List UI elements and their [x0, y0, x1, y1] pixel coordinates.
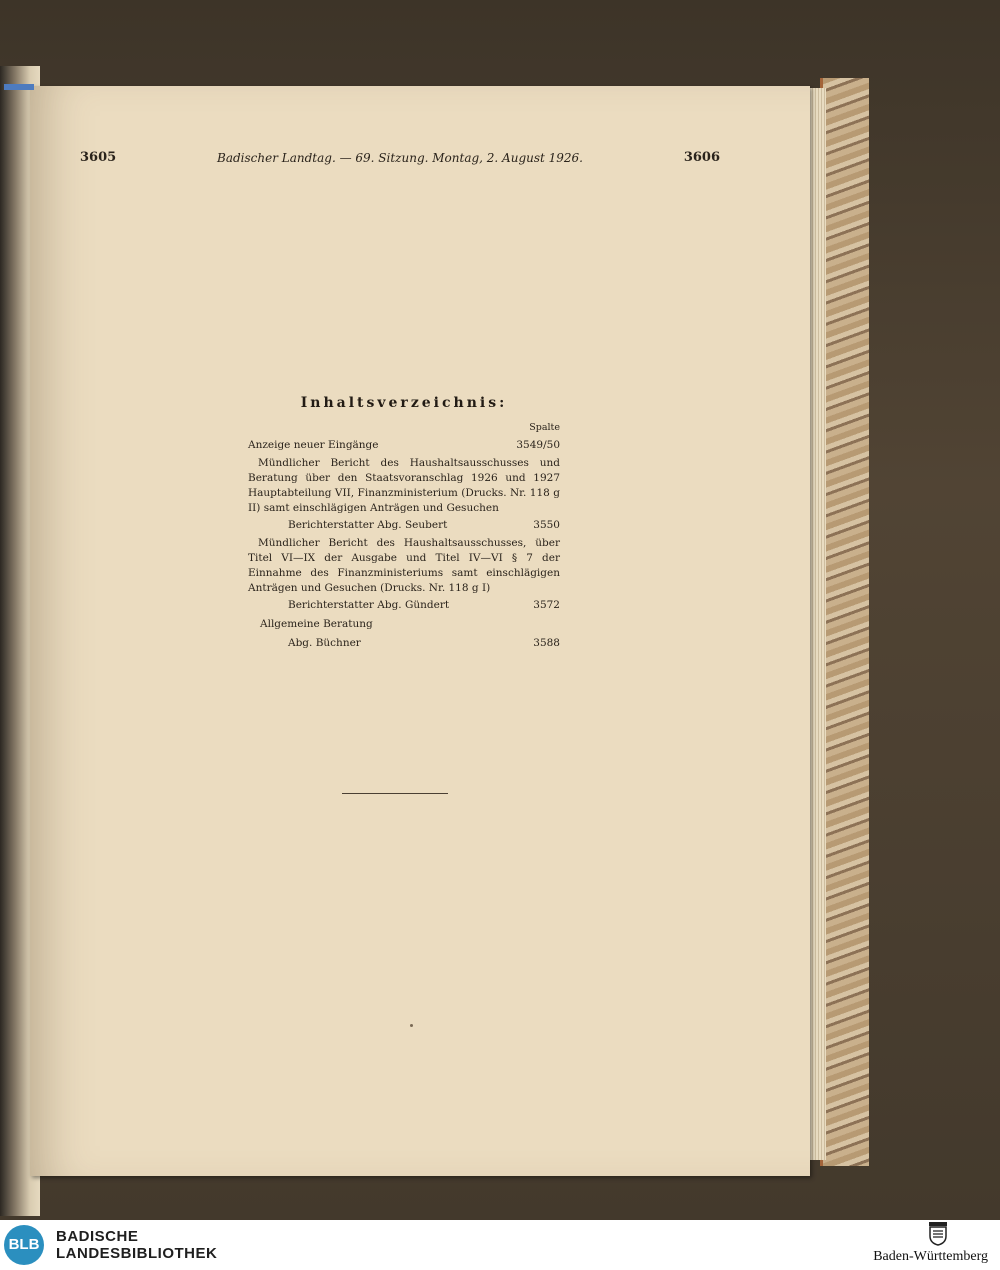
ink-speck — [410, 1024, 413, 1027]
toc-entry-text: Allgemeine Beratung — [260, 618, 373, 630]
institution-name[interactable] — [56, 1228, 217, 1262]
page-number-right: 3606 — [683, 150, 720, 165]
running-title: Badischer Landtag. — 69. Sitzung. Montag, 2. August 1926. — [217, 151, 583, 165]
toc-entry-page: 3588 — [533, 637, 560, 649]
toc-entry-text: Mündlicher Bericht des Haushaltsausschusses und Beratung über den Staatsvoranschlag 1926 und 1927 Hauptabteilung VII, Finanzministerium (Drucks. Nr. 118 g II) samt einschlägigen Anträgen und Gesuchen — [248, 457, 560, 514]
toc-entry-text: Mündlicher Bericht des Haushaltsausschusses, über Titel VI—IX der Ausgabe und Titel IV—VI § 7 der Einnahme des Finanzministeriums samt einschlägigen Anträgen und Gesuchen (Drucks. Nr. 118 g I) — [248, 537, 560, 594]
toc-title: Inhaltsverzeichnis: — [300, 395, 508, 411]
toc-entry — [248, 438, 560, 453]
toc-entry-page: 3550 — [533, 519, 560, 531]
coat-of-arms-icon — [927, 1222, 949, 1246]
toc-entry-text: Berichterstatter Abg. Gündert — [288, 599, 450, 611]
toc-entry-text: Berichterstatter Abg. Seubert — [288, 519, 448, 531]
institution-line-1: BADISCHE — [56, 1228, 139, 1245]
toc-entry — [248, 636, 560, 651]
state-label[interactable]: Baden-Württemberg — [873, 1249, 988, 1264]
bookmark-strip — [4, 84, 34, 90]
blb-logo[interactable]: BLB — [4, 1225, 44, 1265]
institution-line-2: LANDESBIBLIOTHEK — [56, 1245, 218, 1262]
toc-entry-page: 3549/50 — [516, 439, 560, 451]
toc-entry-page: 3572 — [533, 599, 560, 611]
toc-entry — [248, 598, 560, 613]
toc-entry-text: Abg. Büchner — [288, 637, 361, 649]
toc-entry — [248, 518, 560, 533]
page-number-left: 3605 — [80, 150, 117, 165]
page-header — [80, 150, 720, 170]
toc-entry-text: Anzeige neuer Eingänge — [248, 439, 379, 451]
column-header: Spalte — [529, 422, 560, 433]
marbled-cover-edge — [820, 78, 869, 1166]
separator-rule — [342, 793, 448, 794]
footer-bar — [0, 1220, 1000, 1270]
table-of-contents — [248, 420, 560, 653]
